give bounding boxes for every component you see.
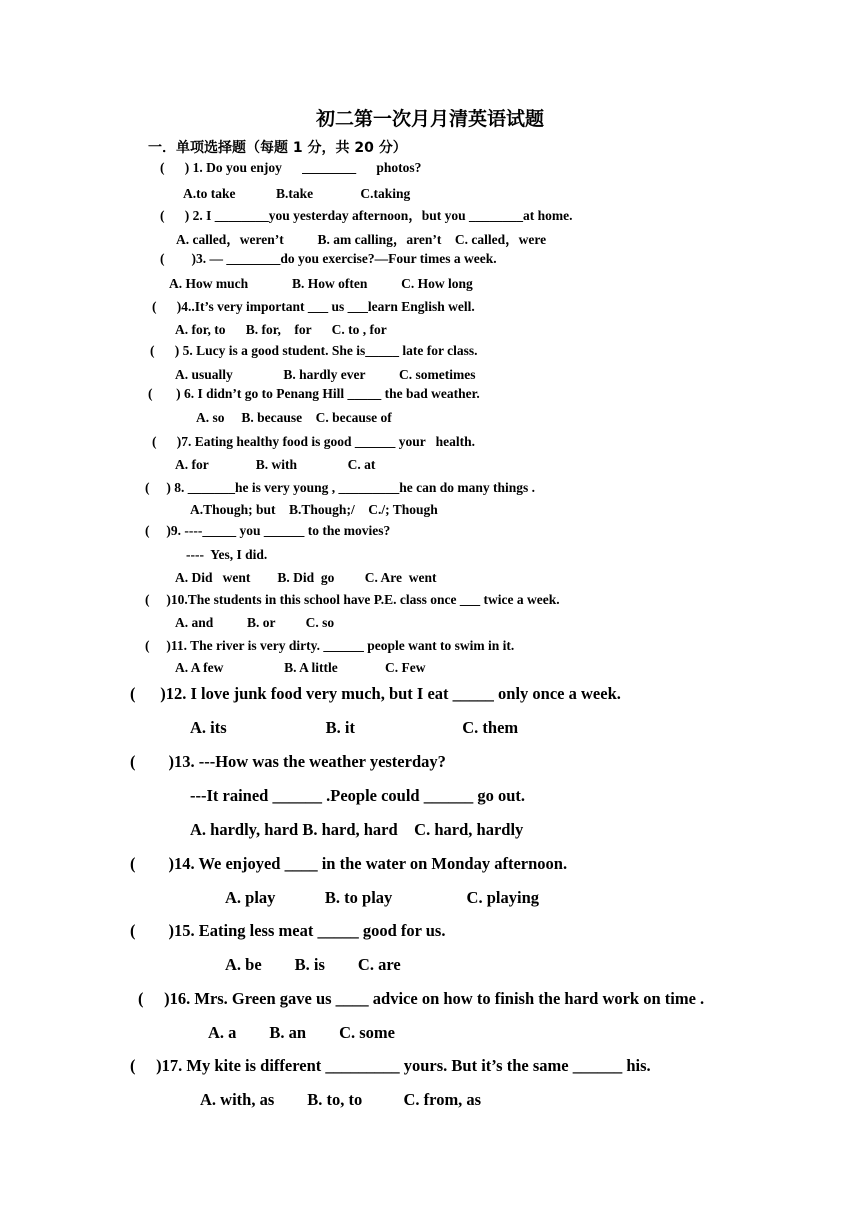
question-3: ( )3. — ________do you exercise?—Four times a week. [160, 251, 497, 266]
question-9-options: A. Did went B. Did go C. Are went [175, 570, 437, 585]
question-6-options: A. so B. because C. because of [196, 410, 392, 425]
question-8-options: A.Though; but B.Though;/ C./; Though [190, 502, 438, 517]
question-13: ( )13. ---How was the weather yesterday? [130, 752, 446, 771]
question-11-options: A. A few B. A little C. Few [175, 660, 426, 675]
question-1: ( ) 1. Do you enjoy ________ photos? [160, 160, 422, 175]
question-12: ( )12. I love junk food very much, but I eat _____ only once a week. [130, 684, 621, 703]
question-8: ( ) 8. _______he is very young , _________he can do many things . [145, 480, 536, 495]
question-14: ( )14. We enjoyed ____ in the water on Monday afternoon. [130, 854, 568, 873]
question-2-options: A. called，weren’t B. am calling，aren’t C. called，were [176, 232, 547, 247]
question-16: ( )16. Mrs. Green gave us ____ advice on how to finish the hard work on time . [138, 989, 705, 1008]
question-11: ( )11. The river is very dirty. ______ people want to swim in it. [145, 638, 515, 653]
page-title: 初二第一次月月清英语试题 [315, 108, 544, 130]
question-3-options: A. How much B. How often C. How long [169, 276, 473, 291]
question-13-options: A. hardly, hard B. hard, hard C. hard, hardly [190, 820, 524, 839]
question-1-options: A.to take B.take C.taking [183, 186, 411, 201]
question-9: ( )9. ----_____ you ______ to the movies? [145, 523, 391, 538]
question-12-options: A. its B. it C. them [190, 718, 519, 737]
question-14-options: A. play B. to play C. playing [225, 888, 539, 907]
question-6: ( ) 6. I didn’t go to Penang Hill _____ the bad weather. [148, 386, 480, 401]
question-10: ( )10.The students in this school have P.E. class once ___ twice a week. [145, 592, 560, 607]
question-5: ( ) 5. Lucy is a good student. She is_____ late for class. [150, 343, 478, 358]
question-4: ( )4..It’s very important ___ us ___learn English well. [152, 299, 475, 314]
question-13-answer: ---It rained ______ .People could ______ go out. [190, 786, 526, 805]
question-10-options: A. and B. or C. so [175, 615, 335, 630]
question-2: ( ) 2. I ________you yesterday afternoon，but you ________at home. [160, 208, 573, 223]
question-5-options: A. usually B. hardly ever C. sometimes [175, 367, 476, 382]
question-7-options: A. for B. with C. at [175, 457, 376, 472]
question-16-options: A. a B. an C. some [208, 1023, 396, 1042]
question-9-reply: ---- Yes, I did. [186, 547, 268, 562]
question-15-options: A. be B. is C. are [225, 955, 401, 974]
question-4-options: A. for, to B. for, for C. to , for [175, 322, 387, 337]
question-15: ( )15. Eating less meat _____ good for us. [130, 921, 446, 940]
question-17-options: A. with, as B. to, to C. from, as [200, 1090, 482, 1109]
question-17: ( )17. My kite is different _________ yours. But it’s the same ______ his. [130, 1056, 651, 1075]
section-heading: 一．单项选择题（每题 1 分，共 20 分） [148, 140, 407, 156]
question-7: ( )7. Eating healthy food is good ______ your health. [152, 434, 476, 449]
